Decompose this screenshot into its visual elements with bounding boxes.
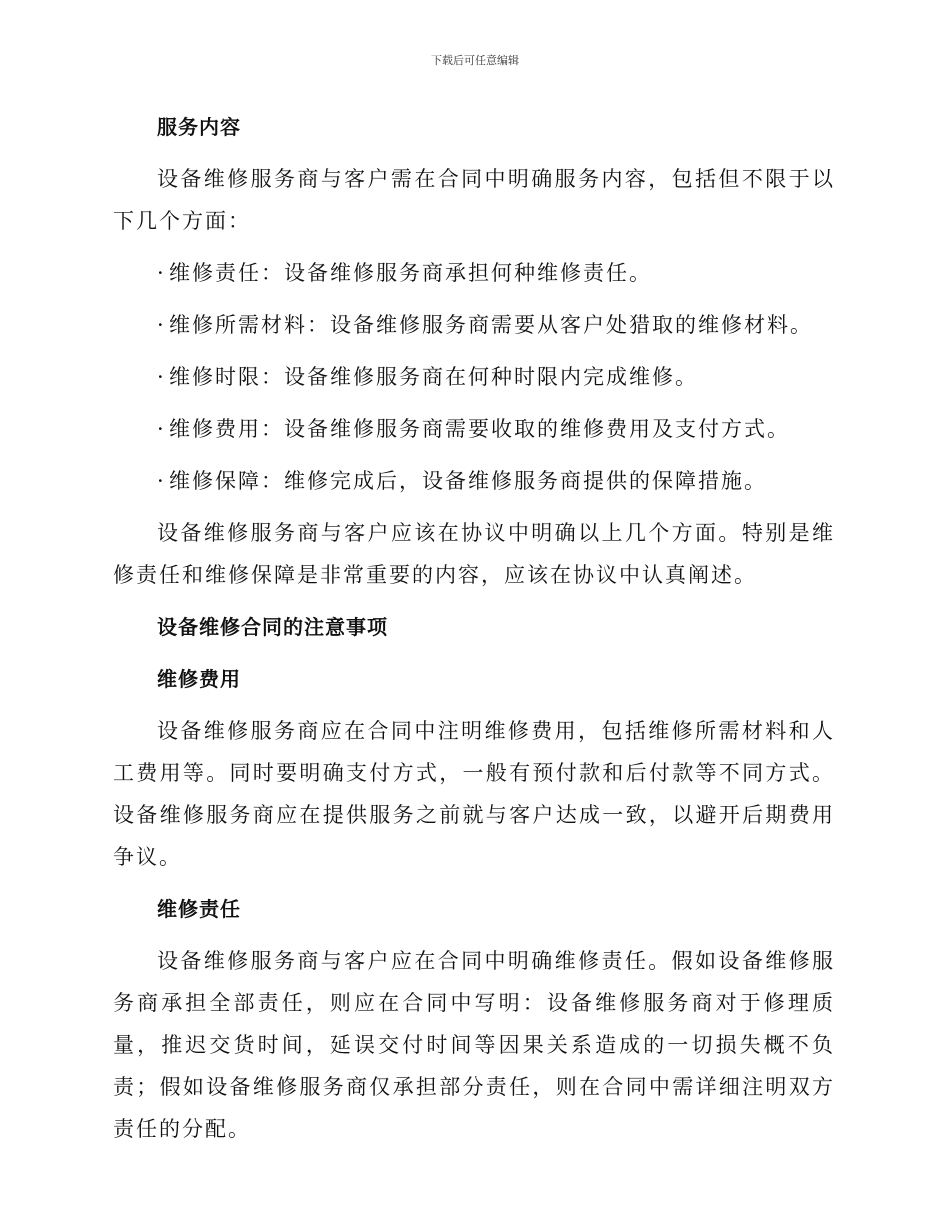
paragraph-service-summary: 设备维修服务商与客户应该在协议中明确以上几个方面。特别是维修责任和维修保障是非常重要的内容，应该在协议中认真阐述。 xyxy=(113,521,835,587)
bullet-dot-icon: · xyxy=(157,365,166,389)
bullet-text: 维修责任：设备维修服务商承担何种维修责任。 xyxy=(169,261,652,285)
bullet-text: 维修时限：设备维修服务商在何种时限内完成维修。 xyxy=(169,365,698,389)
list-item xyxy=(113,460,835,502)
heading-service-content: 服务内容 xyxy=(157,115,241,139)
bullet-text: 维修保障：维修完成后，设备维修服务商提供的保障措施。 xyxy=(169,469,767,493)
heading-contract-notes: 设备维修合同的注意事项 xyxy=(157,615,388,639)
bullet-dot-icon: · xyxy=(157,469,166,493)
heading-repair-fee: 维修费用 xyxy=(157,667,241,691)
service-bullet-list xyxy=(113,252,835,502)
heading-repair-liability: 维修责任 xyxy=(157,897,241,921)
paragraph-service-intro: 设备维修服务商与客户需在合同中明确服务内容，包括但不限于以下几个方面： xyxy=(113,167,835,233)
bullet-dot-icon: · xyxy=(157,261,166,285)
bullet-text: 维修所需材料：设备维修服务商需要从客户处猎取的维修材料。 xyxy=(169,313,813,337)
paragraph-repair-liability: 设备维修服务商与客户应在合同中明确维修责任。假如设备维修服务商承担全部责任，则应在合同中写明：设备维修服务商对于修理质量，推迟交货时间，延误交付时间等因果关系造成的一切损失概不负责；假如设备维修服务商仅承担部分责任，则在合同中需详细注明双方责任的分配。 xyxy=(113,949,835,1141)
list-item xyxy=(113,408,835,450)
bullet-text: 维修费用：设备维修服务商需要收取的维修费用及支付方式。 xyxy=(169,417,790,441)
header-note: 下载后可任意编辑 xyxy=(431,54,519,67)
list-item xyxy=(113,252,835,294)
list-item xyxy=(113,304,835,346)
document-body xyxy=(113,106,835,1160)
list-item xyxy=(113,356,835,398)
paragraph-repair-fee: 设备维修服务商应在合同中注明维修费用，包括维修所需材料和人工费用等。同时要明确支付方式，一般有预付款和后付款等不同方式。设备维修服务商应在提供服务之前就与客户达成一致，以避开后期费用争议。 xyxy=(113,719,835,869)
bullet-dot-icon: · xyxy=(157,417,166,441)
bullet-dot-icon: · xyxy=(157,313,166,337)
